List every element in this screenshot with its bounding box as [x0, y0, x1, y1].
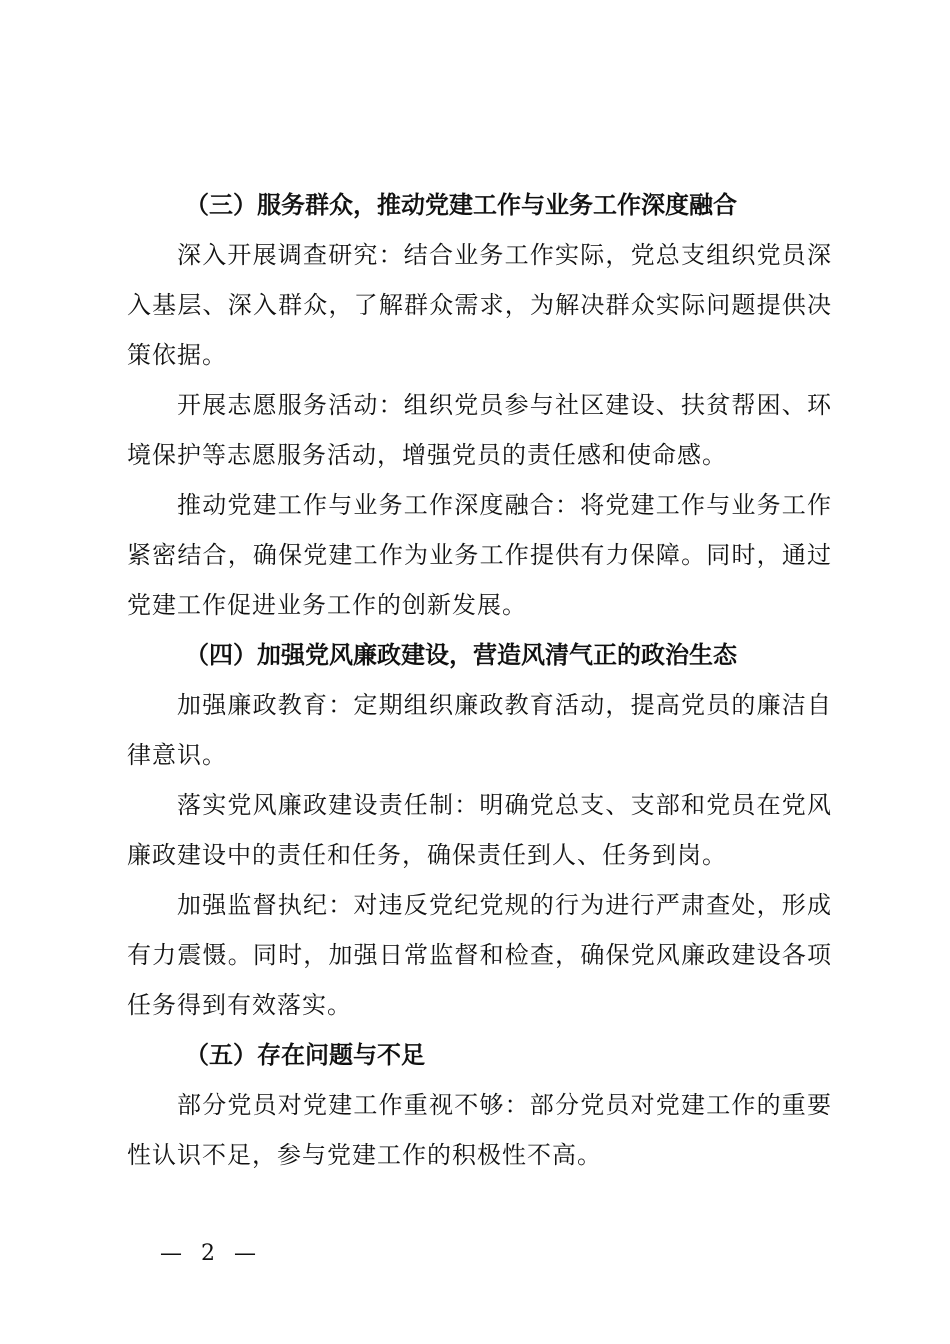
section-heading-3: （三）服务群众，推动党建工作与业务工作深度融合: [185, 191, 737, 219]
paragraph: 部分党员对党建工作重视不够：部分党员对党建工作的重要性认识不足，参与党建工作的积极性不高。: [127, 1091, 832, 1169]
paragraph: 落实党风廉政建设责任制：明确党总支、支部和党员在党风廉政建设中的责任和任务，确保责任到人、任务到岗。: [127, 791, 832, 869]
paragraph: 加强监督执纪：对违反党纪党规的行为进行严肃查处，形成有力震慑。同时，加强日常监督和检查，确保党风廉政建设各项任务得到有效落实。: [127, 891, 832, 1019]
document-body: [127, 180, 832, 1180]
page-number: — 2 —: [160, 1241, 262, 1266]
paragraph: 加强廉政教育：定期组织廉政教育活动，提高党员的廉洁自律意识。: [127, 691, 832, 769]
section-heading-4: （四）加强党风廉政建设，营造风清气正的政治生态: [185, 641, 737, 669]
paragraph: 推动党建工作与业务工作深度融合：将党建工作与业务工作紧密结合，确保党建工作为业务工作提供有力保障。同时，通过党建工作促进业务工作的创新发展。: [127, 491, 832, 619]
section-heading-5: （五）存在问题与不足: [185, 1041, 425, 1069]
paragraph: 开展志愿服务活动：组织党员参与社区建设、扶贫帮困、环境保护等志愿服务活动，增强党员的责任感和使命感。: [127, 391, 832, 469]
paragraph: 深入开展调查研究：结合业务工作实际，党总支组织党员深入基层、深入群众，了解群众需求，为解决群众实际问题提供决策依据。: [127, 241, 832, 369]
